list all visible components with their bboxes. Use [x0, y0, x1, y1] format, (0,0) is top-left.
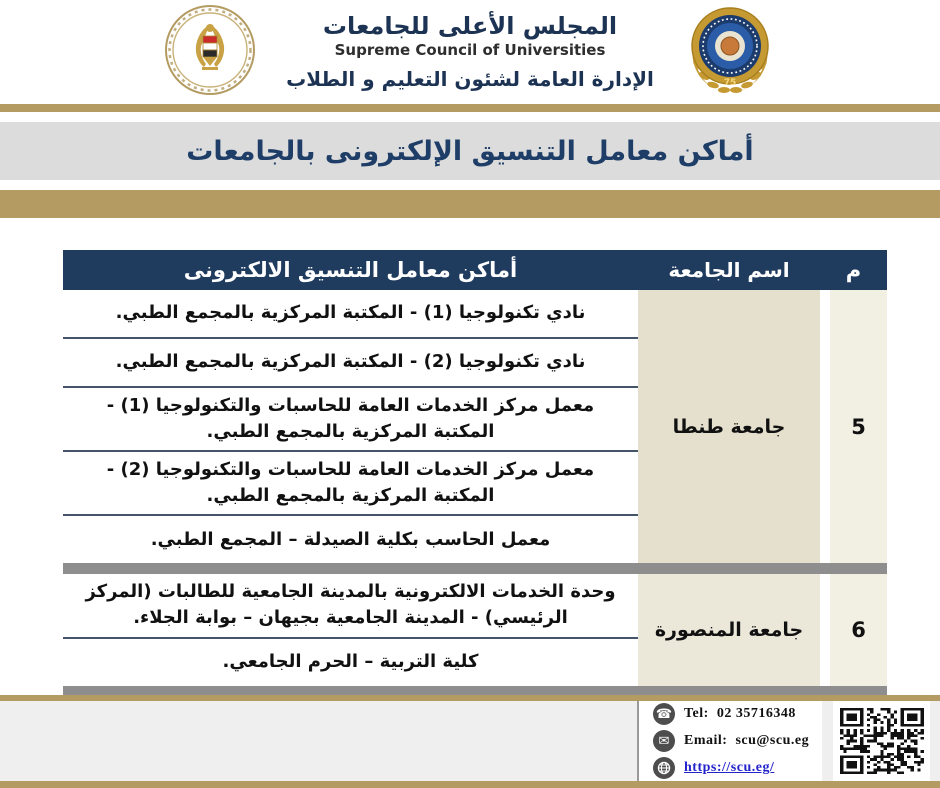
table-header-row	[63, 250, 887, 290]
university-name-cell: جامعة المنصورة	[638, 574, 820, 685]
contact-box	[637, 701, 822, 781]
phone-icon: ☎	[653, 703, 675, 725]
contact-row-website	[653, 757, 822, 779]
qr-code	[833, 701, 930, 781]
location-item: وحدة الخدمات الالكترونية بالمدينة الجامعية للطالبات (المركز الرئيسي) - المدينة الجامعية بجيهان – بوابة الجلاء.	[63, 574, 638, 638]
scu-seal-logo	[684, 2, 776, 102]
column-header-university: اسم الجامعة	[668, 258, 790, 282]
contact-row-email	[653, 730, 822, 752]
website-link[interactable]: https://scu.eg/	[684, 760, 775, 775]
gold-divider-under-title	[0, 190, 940, 218]
globe-icon	[653, 757, 675, 779]
location-item: نادي تكنولوجيا (2) - المكتبة المركزية بالمجمع الطبي.	[63, 339, 638, 388]
table-row	[63, 290, 887, 563]
table-row	[63, 574, 887, 685]
email-text: Email: scu@scu.eg	[684, 733, 810, 748]
table-body	[63, 290, 887, 697]
location-item: كلية التربية – الحرم الجامعي.	[222, 651, 479, 673]
labs-table	[63, 250, 887, 697]
department-name-arabic: الإدارة العامة لشئون التعليم و الطلاب	[286, 67, 654, 92]
tel-text: Tel: 02 35716348	[684, 706, 796, 721]
location-item: نادي تكنولوجيا (1) - المكتبة المركزية بالمجمع الطبي.	[63, 290, 638, 339]
org-name-english: Supreme Council of Universities	[334, 41, 606, 60]
location-item: معمل مركز الخدمات العامة للحاسبات والتكنولوجيا (2) - المكتبة المركزية بالمجمع الطبي.	[63, 452, 638, 516]
locations-cell	[63, 290, 638, 563]
locations-cell	[63, 574, 638, 685]
column-gap	[820, 574, 830, 685]
university-name-cell: جامعة طنطا	[638, 290, 820, 563]
page-title-bar	[0, 122, 940, 180]
gold-divider-top	[0, 104, 940, 112]
email-icon: ✉	[653, 730, 675, 752]
svg-text:75: 75	[723, 78, 737, 88]
page-header	[0, 0, 940, 104]
row-index-cell: 5	[830, 290, 887, 563]
column-header-index: م	[845, 258, 862, 282]
column-header-locations: أماكن معامل التنسيق الالكترونى	[183, 258, 518, 282]
page-footer	[0, 695, 940, 788]
location-item: معمل مركز الخدمات العامة للحاسبات والتكنولوجيا (1) - المكتبة المركزية بالمجمع الطبي.	[63, 388, 638, 452]
row-separator-bar	[63, 563, 887, 574]
row-index-cell: 6	[830, 574, 887, 685]
page-title: أماكن معامل التنسيق الإلكترونى بالجامعات	[186, 135, 754, 167]
location-item: معمل الحاسب بكلية الصيدلة – المجمع الطبي.	[150, 528, 551, 550]
org-name-arabic: المجلس الأعلى للجامعات	[322, 11, 618, 40]
header-titles	[286, 13, 654, 92]
ministry-seal-logo	[164, 4, 256, 100]
contact-row-tel	[653, 703, 822, 725]
column-gap	[820, 290, 830, 563]
